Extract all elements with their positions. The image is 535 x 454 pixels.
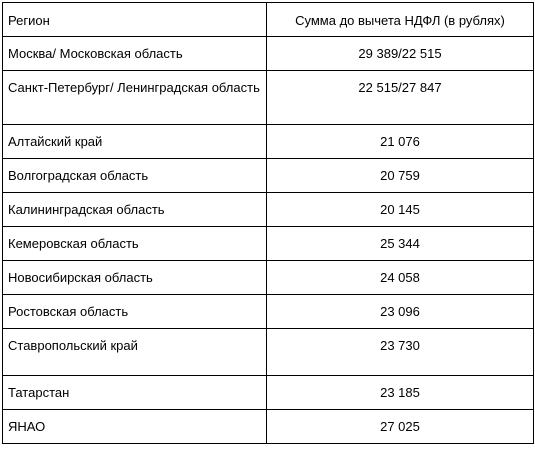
- table-row: [3, 227, 534, 261]
- amount-cell: [267, 410, 534, 444]
- amount-value: 22 515/27 847: [358, 80, 442, 95]
- amount-cell: [267, 71, 534, 125]
- region-cell: [3, 376, 267, 410]
- amount-value: 20 145: [380, 202, 420, 217]
- region-cell: [3, 227, 267, 261]
- table-row: [3, 261, 534, 295]
- table-row: [3, 159, 534, 193]
- amount-value: 21 076: [380, 134, 420, 149]
- table-row: [3, 376, 534, 410]
- region-name: Татарстан: [8, 385, 70, 400]
- table-row: [3, 329, 534, 376]
- table-row: [3, 295, 534, 329]
- amount-value: 23 730: [380, 338, 420, 353]
- region-cell: [3, 329, 267, 376]
- header-region: [3, 3, 267, 37]
- amount-cell: [267, 159, 534, 193]
- amount-value: 20 759: [380, 168, 420, 183]
- region-name: Алтайский край: [8, 134, 103, 149]
- region-name: ЯНАО: [8, 419, 46, 434]
- region-name: Москва/ Московская область: [8, 46, 183, 61]
- table-row: [3, 37, 534, 71]
- table-header-row: [3, 3, 534, 37]
- table-row: [3, 125, 534, 159]
- table-row: [3, 410, 534, 444]
- region-name: Ставропольский край: [8, 338, 138, 353]
- amount-cell: [267, 329, 534, 376]
- amount-cell: [267, 376, 534, 410]
- amount-value: 24 058: [380, 270, 420, 285]
- region-cell: [3, 71, 267, 125]
- amount-value: 29 389/22 515: [358, 46, 442, 61]
- region-name: Ростовская область: [8, 304, 129, 319]
- header-amount: [267, 3, 534, 37]
- amount-cell: [267, 295, 534, 329]
- amount-value: 23 096: [380, 304, 420, 319]
- region-cell: [3, 37, 267, 71]
- header-amount-label: Сумма до вычета НДФЛ (в рублях): [295, 13, 505, 28]
- amount-cell: [267, 261, 534, 295]
- region-cell: [3, 295, 267, 329]
- table-row: [3, 71, 534, 125]
- region-name: Калининградская область: [8, 202, 165, 217]
- region-cell: [3, 159, 267, 193]
- region-name: Санкт-Петербург/ Ленинградская область: [8, 80, 260, 95]
- amount-cell: [267, 193, 534, 227]
- region-cell: [3, 193, 267, 227]
- region-cell: [3, 125, 267, 159]
- header-region-label: Регион: [8, 13, 50, 28]
- region-name: Кемеровская область: [8, 236, 139, 251]
- amount-cell: [267, 125, 534, 159]
- amount-value: 23 185: [380, 385, 420, 400]
- region-cell: [3, 261, 267, 295]
- region-name: Новосибирская область: [8, 270, 153, 285]
- table-row: [3, 193, 534, 227]
- amount-cell: [267, 37, 534, 71]
- amount-cell: [267, 227, 534, 261]
- ndfl-table: [2, 2, 534, 444]
- region-cell: [3, 410, 267, 444]
- amount-value: 25 344: [380, 236, 420, 251]
- region-name: Волгоградская область: [8, 168, 149, 183]
- amount-value: 27 025: [380, 419, 420, 434]
